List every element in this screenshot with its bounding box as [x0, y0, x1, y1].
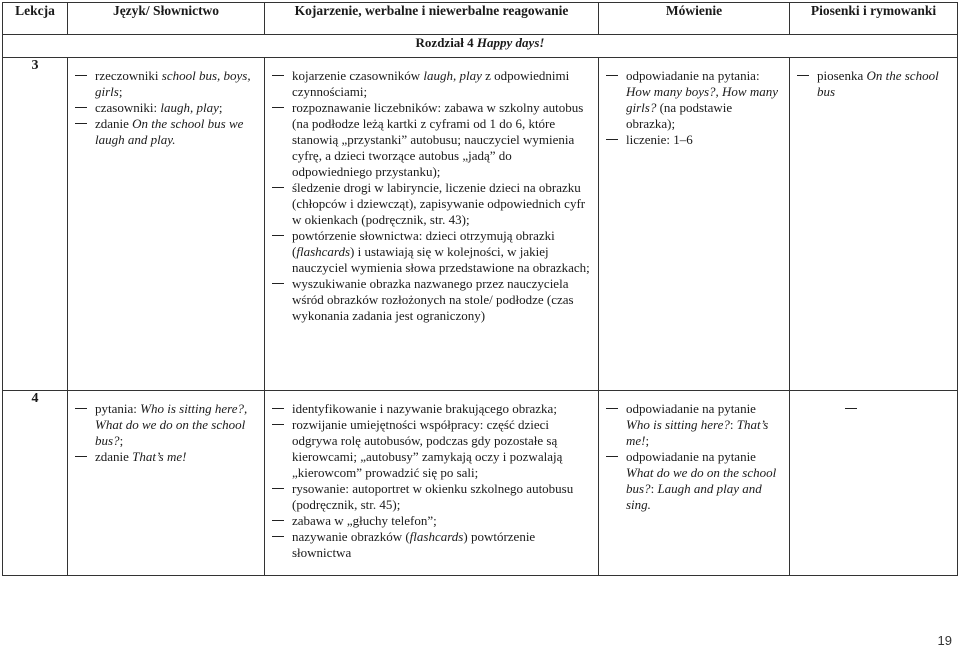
- dash-bullet-icon: [75, 408, 87, 409]
- item-text: laugh, play: [160, 100, 219, 115]
- dash-bullet-icon: [272, 283, 284, 284]
- dash-bullet-icon: [606, 408, 618, 409]
- item-text: That’s me!: [626, 417, 769, 448]
- chapter-title: [3, 35, 958, 58]
- dash-bullet-icon: [272, 424, 284, 425]
- item-text: rozpoznawanie liczebników: zabawa w szkolny autobus (na podłodze leżą kartki z cyframi od 1 do 6, które stanowią „przystanki” autobusu; nauczyciel wymienia cyfrę, a dzieci tworzące autobus „jadą” do odpowiedniego przystanku);: [292, 100, 584, 179]
- item-text: That’s me!: [132, 449, 187, 464]
- item-text: (na podstawie obrazka);: [626, 100, 733, 131]
- reacting-cell: [265, 391, 599, 576]
- songs-cell: [790, 391, 958, 576]
- speaking-list: [599, 58, 789, 156]
- dash-bullet-icon: [272, 408, 284, 409]
- list-item: [265, 68, 592, 100]
- item-text: rzeczowniki: [95, 68, 162, 83]
- item-text: school bus, boys, girls: [95, 68, 251, 99]
- list-item: [265, 481, 592, 513]
- list-item: [265, 529, 592, 561]
- item-text: ;: [645, 433, 650, 448]
- item-text: :: [729, 417, 737, 432]
- item-text: piosenka: [817, 68, 867, 83]
- item-text: czasowniki:: [95, 100, 161, 115]
- chapter-row: [3, 35, 958, 58]
- lesson-plan-table: [2, 2, 958, 576]
- lesson-number: 4: [3, 391, 68, 576]
- songs-cell: [790, 58, 958, 391]
- chapter-prefix: Rozdział 4: [415, 35, 477, 50]
- item-text: ;: [218, 100, 223, 115]
- item-text: śledzenie drogi w labiryncie, liczenie dzieci na obrazku (chłopców i dziewcząt), zapisywanie odpowiednich cyfr w okienkach (podręcznik, str. 43);: [292, 180, 586, 227]
- dash-bullet-icon: [272, 107, 284, 108]
- dash-bullet-icon: [272, 235, 284, 236]
- list-item: [265, 417, 592, 481]
- list-item: [265, 276, 592, 324]
- dash-bullet-icon: [606, 75, 618, 76]
- header-vocabulary: Język/ Słownictwo: [68, 3, 265, 35]
- dash-bullet-icon: [75, 456, 87, 457]
- dash-bullet-icon: [272, 187, 284, 188]
- item-text: flashcards: [296, 244, 351, 259]
- list-item: [265, 100, 592, 180]
- speaking-cell: [599, 58, 790, 391]
- header-row: [3, 3, 958, 35]
- header-songs: Piosenki i rymowanki: [790, 3, 958, 35]
- reacting-list: [265, 58, 598, 332]
- list-item: [265, 401, 592, 417]
- item-text: zdanie: [95, 449, 133, 464]
- lesson-number: 3: [3, 58, 68, 391]
- item-text: kojarzenie czasowników: [292, 68, 424, 83]
- dash-bullet-icon: [75, 75, 87, 76]
- dash-bullet-icon: [797, 75, 809, 76]
- songs-list: [790, 58, 957, 108]
- item-text: On the school bus we laugh and play.: [95, 116, 244, 147]
- speaking-list: [599, 391, 789, 521]
- item-text: ) powtórzenie słownictwa: [292, 529, 536, 560]
- lesson-row-3: [3, 58, 958, 391]
- item-text: nazywanie obrazków (: [292, 529, 410, 544]
- list-item: [68, 100, 258, 116]
- dash-bullet-icon: [606, 456, 618, 457]
- list-item: [599, 401, 783, 449]
- item-text: :: [650, 481, 658, 496]
- dash-bullet-icon: [272, 520, 284, 521]
- header-lesson: Lekcja: [3, 3, 68, 35]
- list-item: [68, 116, 258, 148]
- item-text: ;: [118, 84, 123, 99]
- item-text: pytania:: [95, 401, 141, 416]
- item-text: odpowiadanie na pytanie: [626, 449, 756, 464]
- dash-bullet-icon: [75, 123, 87, 124]
- empty-dash: [845, 408, 857, 409]
- dash-bullet-icon: [272, 75, 284, 76]
- speaking-cell: [599, 391, 790, 576]
- item-text: odpowiadanie na pytanie: [626, 401, 756, 416]
- item-text: zdanie: [95, 116, 133, 131]
- item-text: ) i ustawiają się w kolejności, w jakiej nauczyciel wymienia słowa przedstawione na obrazkach;: [292, 244, 590, 275]
- dash-bullet-icon: [272, 488, 284, 489]
- item-text: laugh, play: [423, 68, 482, 83]
- item-text: powtórzenie słownictwa: dzieci otrzymują obrazki (: [292, 228, 555, 259]
- reacting-list: [265, 391, 598, 569]
- reacting-cell: [265, 58, 599, 391]
- item-text: rysowanie: autoportret w okienku szkolnego autobusu (podręcznik, str. 45);: [292, 481, 574, 512]
- item-text: What do we do on the school bus?: [626, 465, 777, 496]
- dash-bullet-icon: [272, 536, 284, 537]
- item-text: How many boys?, How many girls?: [626, 84, 779, 115]
- lesson-row-4: [3, 391, 958, 576]
- item-text: flashcards: [409, 529, 464, 544]
- item-text: Who is sitting here?, What do we do on the school bus?: [95, 401, 248, 448]
- header-reacting: Kojarzenie, werbalne i niewerbalne reagowanie: [265, 3, 599, 35]
- item-text: rozwijanie umiejętności współpracy: część dzieci odgrywa rolę autobusów, podczas gdy pozostałe są kierowcami; „autobusy” zamykają oczy i pozwalają „kierowcom” prowadzić się po sali;: [292, 417, 563, 480]
- list-item: [265, 228, 592, 276]
- list-item: [599, 449, 783, 513]
- page-number: 19: [937, 633, 952, 648]
- item-text: wyszukiwanie obrazka nazwanego przez nauczyciela wśród obrazków rozłożonych na stole/ podłodze (czas wykonania zadania jest ograniczony): [292, 276, 574, 323]
- chapter-name: Happy days!: [476, 35, 545, 50]
- item-text: ;: [119, 433, 124, 448]
- dash-bullet-icon: [75, 107, 87, 108]
- vocabulary-cell: [68, 58, 265, 391]
- vocabulary-cell: [68, 391, 265, 576]
- vocabulary-list: [68, 391, 264, 473]
- dash-bullet-icon: [606, 139, 618, 140]
- list-item: [68, 401, 258, 449]
- list-item: [68, 68, 258, 100]
- list-item: [790, 68, 951, 100]
- item-text: identyfikowanie i nazywanie brakującego obrazka;: [292, 401, 557, 416]
- vocabulary-list: [68, 58, 264, 156]
- item-text: Who is sitting here?: [626, 417, 730, 432]
- item-text: liczenie: 1–6: [626, 132, 693, 147]
- item-text: odpowiadanie na pytania:: [626, 68, 760, 83]
- item-text: On the school bus: [817, 68, 939, 99]
- list-item: [599, 132, 783, 148]
- item-text: z odpowiednimi czynnościami;: [292, 68, 570, 99]
- list-item: [599, 68, 783, 132]
- list-item: [265, 180, 592, 228]
- item-text: zabawa w „głuchy telefon”;: [292, 513, 437, 528]
- list-item: [68, 449, 258, 465]
- list-item: [265, 513, 592, 529]
- item-text: Laugh and play and sing.: [626, 481, 762, 512]
- header-speaking: Mówienie: [599, 3, 790, 35]
